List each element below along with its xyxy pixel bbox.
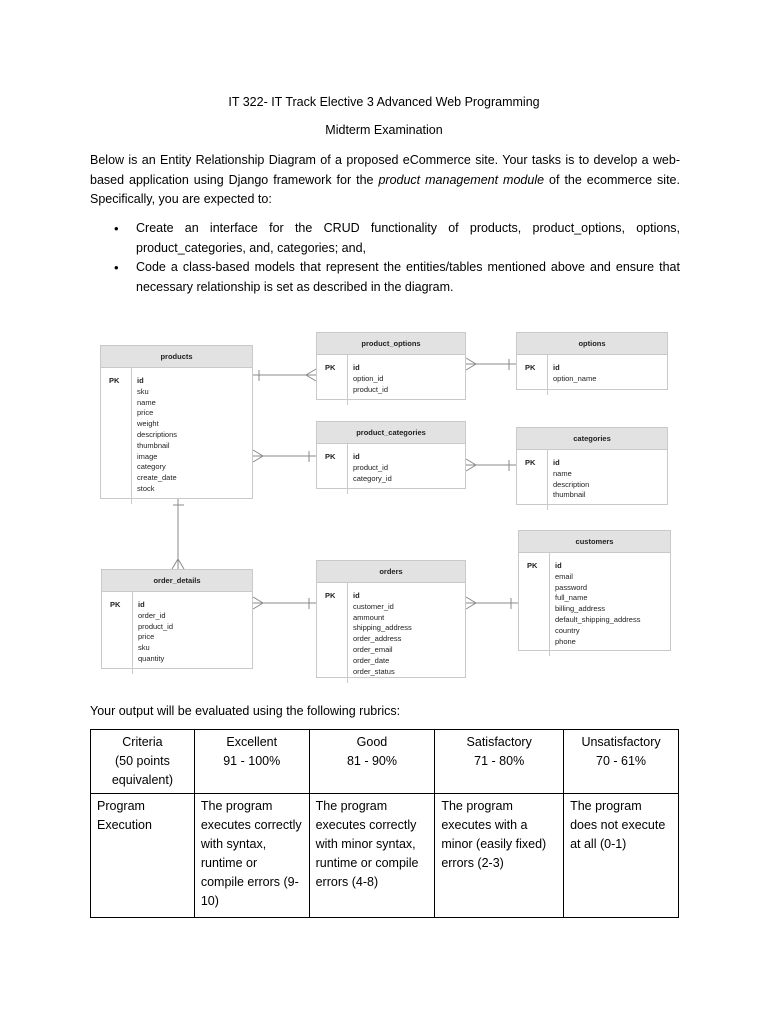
erd-column: product_id (138, 621, 174, 631)
erd-table-title: products (101, 346, 252, 368)
erd-column: email (555, 571, 573, 581)
erd-column: country (555, 625, 580, 635)
erd-pk-label: PK (109, 376, 120, 385)
erd-column: thumbnail (137, 440, 170, 450)
erd-column: thumbnail (553, 490, 586, 500)
erd-pk-label: PK (525, 458, 536, 467)
rubric-header-unsatisfactory: Unsatisfactory 70 - 61% (564, 730, 679, 794)
erd-column: descriptions (137, 429, 178, 439)
rubric-header-criteria: Criteria (50 points equivalent) (91, 730, 195, 794)
rubric-cell-criteria: Program Execution (91, 794, 195, 918)
erd-table-title: orders (317, 561, 465, 583)
erd-column: image (137, 451, 158, 461)
rubric-table (90, 729, 679, 918)
page-subtitle: Midterm Examination (325, 123, 443, 137)
erd-column: phone (555, 636, 576, 646)
erd-table-title: options (517, 333, 667, 355)
erd-table-options (516, 332, 668, 390)
intro-text-part2: of the ecommerce site. Specifically, you are expected to: (90, 172, 680, 206)
erd-table-product-options (316, 332, 466, 400)
erd-column: shipping_address (353, 623, 412, 633)
erd-column: id (353, 591, 360, 600)
erd-column: id (553, 363, 560, 372)
erd-column: id (353, 452, 360, 461)
rubric-cell-satisfactory: The program executes with a minor (easily fixed) errors (2-3) (435, 794, 564, 918)
erd-column: create_date (137, 473, 177, 483)
erd-column: id (137, 376, 144, 385)
erd-column: product_id (353, 384, 389, 394)
erd-table-title: product_options (317, 333, 465, 355)
rubric-intro: Your output will be evaluated using the following rubrics: (90, 704, 401, 718)
rubric-cell-unsatisfactory: The program does not execute at all (0-1) (564, 794, 679, 918)
erd-column: category (137, 462, 166, 472)
erd-column: password (555, 582, 588, 592)
erd-table-customers (518, 530, 671, 651)
erd-column: ammount (353, 612, 385, 622)
erd-column: order_date (353, 655, 390, 665)
erd-table-orders (316, 560, 466, 678)
erd-pk-label: PK (110, 600, 121, 609)
erd-column: category_id (353, 473, 392, 483)
erd-column: id (138, 600, 145, 609)
rubric-header-satisfactory: Satisfactory 71 - 80% (435, 730, 564, 794)
erd-column: name (553, 468, 572, 478)
erd-pk-label: PK (325, 591, 336, 600)
intro-paragraph (90, 151, 680, 210)
erd-pk-label: PK (525, 363, 536, 372)
intro-emphasis: product management module (378, 172, 545, 187)
erd-column: name (137, 397, 156, 407)
erd-column: price (137, 408, 154, 418)
task-item: • Create an interface for the CRUD functionality of products, product_options, options, product_categories, and, categories; and, (90, 219, 680, 258)
erd-column: order_id (138, 610, 166, 620)
erd-column: default_shipping_address (555, 614, 641, 624)
erd-column: option_id (353, 373, 384, 383)
erd-table-categories (516, 427, 668, 505)
erd-column: stock (137, 483, 155, 493)
erd-table-title: categories (517, 428, 667, 450)
erd-table-order-details (101, 569, 253, 669)
erd-table-title: order_details (102, 570, 252, 592)
erd-table-title: customers (519, 531, 670, 553)
erd-column: order_address (353, 634, 402, 644)
page-title: IT 322- IT Track Elective 3 Advanced Web Programming (228, 95, 540, 109)
rubric-header-good: Good 81 - 90% (309, 730, 435, 794)
rubric-header-excellent: Excellent 91 - 100% (194, 730, 309, 794)
erd-pk-label: PK (527, 561, 538, 570)
erd-column: order_status (353, 666, 395, 676)
erd-column: product_id (353, 462, 389, 472)
erd-column: customer_id (353, 601, 394, 611)
erd-column: price (138, 632, 155, 642)
rubric-header-row (91, 730, 679, 794)
erd-column: id (353, 363, 360, 372)
erd-column: description (553, 479, 590, 489)
erd-column: quantity (138, 653, 165, 663)
erd-table-product-categories (316, 421, 466, 489)
erd-column: sku (137, 386, 149, 396)
erd-column: id (555, 561, 562, 570)
erd-column: weight (137, 419, 159, 429)
erd-column: sku (138, 643, 150, 653)
task-item: • Code a class-based models that represent the entities/tables mentioned above and ensure that necessary relationship is set as described in the diagram. (90, 258, 680, 297)
erd-column: full_name (555, 593, 588, 603)
intro-text-part1: Below is an Entity Relationship Diagram of a proposed eCommerce site. Your tasks is to develop a web-based application using Django framework for the (90, 153, 680, 187)
rubric-cell-excellent: The program executes correctly with syntax, runtime or compile errors (9-10) (194, 794, 309, 918)
task-list (90, 219, 680, 297)
erd-table-title: product_categories (317, 422, 465, 444)
rubric-row (91, 794, 679, 918)
erd-column: order_email (353, 644, 393, 654)
erd-pk-label: PK (325, 452, 336, 461)
rubric-cell-good: The program executes correctly with minor syntax, runtime or compile errors (4-8) (309, 794, 435, 918)
erd-column: option_name (553, 373, 597, 383)
erd-column: billing_address (555, 604, 606, 614)
erd-table-products (100, 345, 253, 499)
erd-column: id (553, 458, 560, 467)
erd-pk-label: PK (325, 363, 336, 372)
